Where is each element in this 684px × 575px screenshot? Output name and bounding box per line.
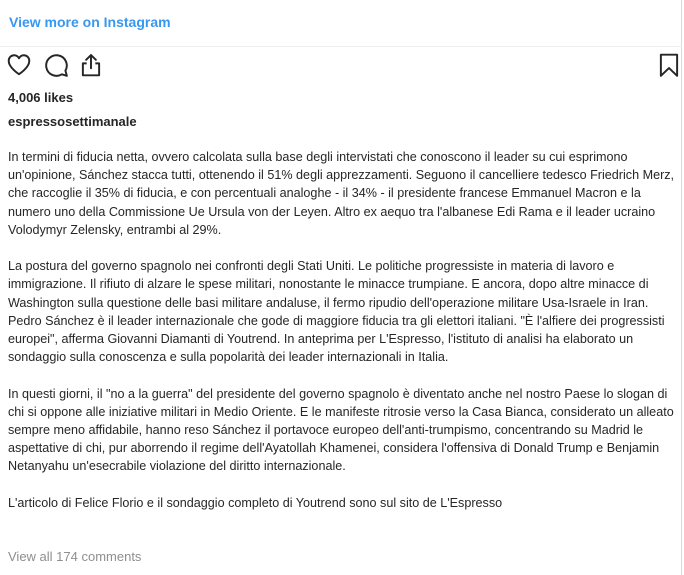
share-icon[interactable] bbox=[78, 52, 108, 82]
bookmark-icon[interactable] bbox=[656, 52, 684, 82]
caption-paragraph: L'articolo di Felice Florio e il sondaggio completo di Youtrend sono sul sito de L'Espresso bbox=[8, 495, 503, 510]
header-divider bbox=[0, 46, 682, 47]
caption-paragraph: In questi giorni, il "no a la guerra" del presidente del governo spagnolo è diventato anche nel nostro Paese lo slogan di chi si oppone alle iniziative militari in Medio Oriente. E le manifeste ritrosie verso la Casa Bianca, considerato un alleato sempre meno affidabile, hanno reso Sánchez il portavoce europeo dell'anti-trumpismo, concentrando su Madrid le aspettative di chi, pur aborrendo il regime dell'Ayatollah Khamenei, considera l'offensiva di Donald Trump e Benjamin Netanyahu un'esecrabile violazione del diritto internazionale. bbox=[8, 386, 674, 474]
heart-icon[interactable] bbox=[6, 52, 36, 82]
view-all-comments-link[interactable]: View all 174 comments bbox=[8, 549, 142, 564]
likes-count[interactable]: 4,006 likes bbox=[8, 90, 74, 105]
view-more-on-instagram-link[interactable]: View more on Instagram bbox=[9, 14, 171, 30]
post-username[interactable]: espressosettimanale bbox=[8, 114, 137, 129]
embed-header bbox=[0, 0, 682, 46]
caption-paragraph: In termini di fiducia netta, ovvero calcolata sulla base degli intervistati che conoscono il leader su cui esprimono un'opinione, Sánchez stacca tutti, ottenendo il 51% degli apprezzamenti. Seguono il cancelliere tedesco Friedrich Merz, che raccoglie il 35% di fiducia, e con percentuali analoghe - il 34% - il presidente francese Emmanuel Macron e la numero uno della Commissione Ue Ursula von der Leyen. Altro ex aequo tra l'albanese Edi Rama e il leader ucraino Volodymyr Zelensky, entrambi al 29%. bbox=[8, 150, 675, 237]
comment-icon[interactable] bbox=[43, 52, 73, 82]
caption-paragraph: La postura del governo spagnolo nei confronti degli Stati Uniti. Le politiche progressiste in materia di lavoro e immigrazione. Il rifiuto di alzare le spese militari, nonostante le minacce trumpiane. E ancora, dopo altre minacce di Washington sulla questione delle basi militare andaluse, il fermo ripudio dell'operazione militare Usa-Israele in Iran. Pedro Sánchez è il leader internazionale che gode di maggiore fiducia tra gli elettori italiani. "È l'alfiere dei progressisti europei", afferma Giovanni Diamanti di Youtrend. In anteprima per L'Espresso, l'istituto di analisi ha elaborato un sondaggio sulla conoscenza e sulla popolarità dei leader internazionali in Italia. bbox=[8, 259, 665, 365]
action-bar bbox=[0, 52, 682, 84]
post-caption bbox=[8, 148, 680, 512]
